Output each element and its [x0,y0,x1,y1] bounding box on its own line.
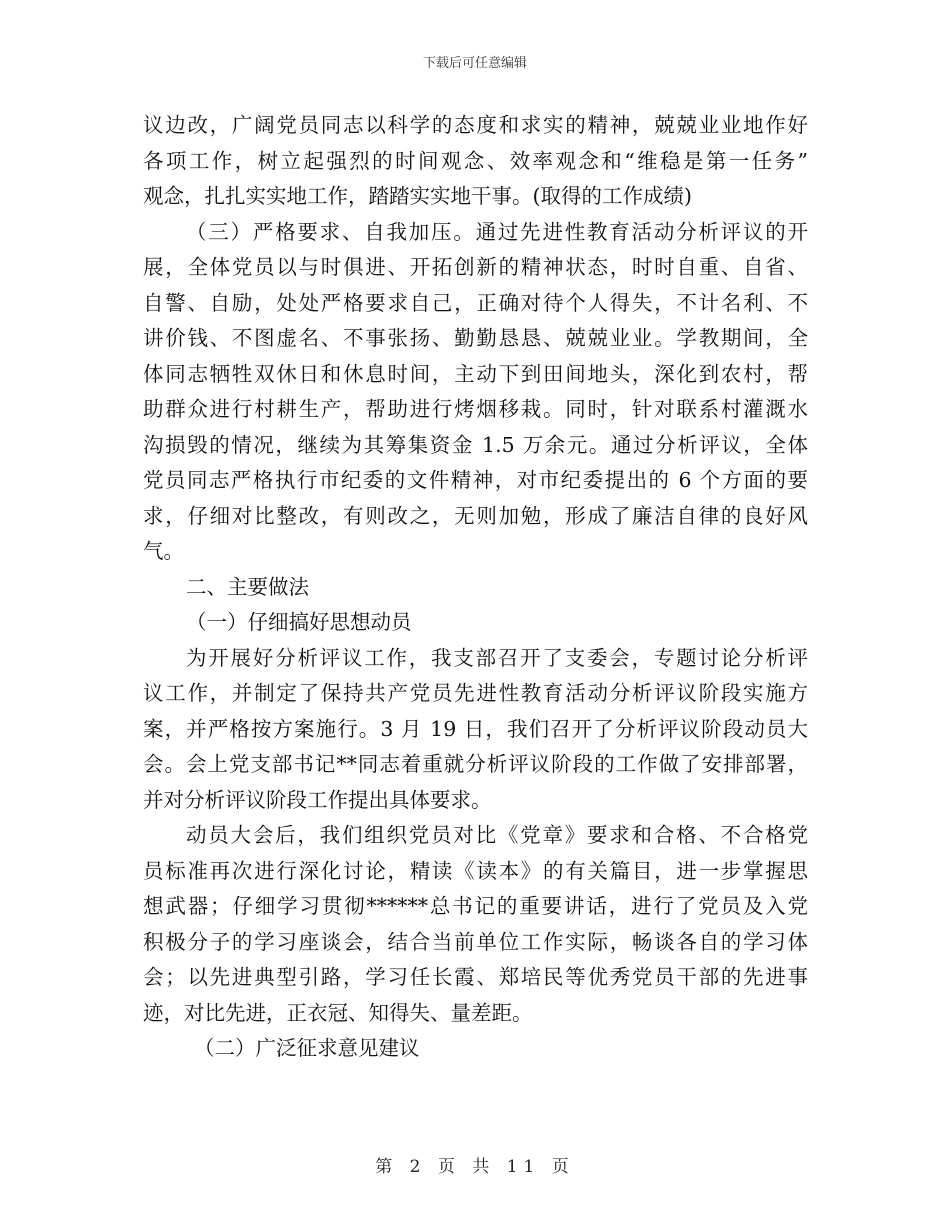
text-line: 动员大会后，我们组织党员对比《党章》要求和合格、不合格党 [186,823,808,847]
text-line: 积极分子的学习座谈会，结合当前单位工作实际，畅谈各自的学习体 [143,929,808,954]
text-line: 案，并严格按方案施行。3 月 19 日，我们召开了分析评议阶段动员大 [143,716,808,741]
text-line: 迹，对比先进，正衣冠、知得失、量差距。 [143,1000,533,1025]
text-line: 讲价钱、不图虚名、不事张扬、勤勤恳恳、兢兢业业。学教期间，全 [143,326,808,350]
text-line: 党员同志严格执行市纪委的文件精神，对市纪委提出的 6 个方面的要 [143,468,808,492]
text-line: 各项工作，树立起强烈的时间观念、效率观念和“维稳是第一任务” [143,148,808,173]
text-line: 体同志牺牲双休日和休息时间，主动下到田间地头，深化到农村，帮 [143,361,808,386]
text-line: （三）严格要求、自我加压。通过先进性教育活动分析评议的开 [186,219,808,244]
text-line: 并对分析评议阶段工作提出具体要求。 [143,787,492,812]
text-line: 气。 [143,539,184,563]
text-line: 员标准再次进行深化讨论，精读《读本》的有关篇目，进一步掌握思 [143,858,808,883]
subsection-heading: （一）仔细搞好思想动员 [186,610,412,634]
page-number: 第 2 页 共 11 页 [375,1157,575,1177]
text-line: 求，仔细对比整改，有则改之，无则加勉，形成了廉洁自律的良好风 [143,503,808,528]
section-heading: 二、主要做法 [186,574,309,599]
text-line: 会；以先进典型引路，学习任长霞、郑培民等优秀党员干部的先进事 [143,965,808,989]
text-line: 沟损毁的情况，继续为其筹集资金 1.5 万余元。通过分析评议，全体 [143,432,808,457]
text-line: 观念，扎扎实实地工作，踏踏实实地干事。(取得的工作成绩) [143,184,692,208]
text-line: 想武器；仔细学习贯彻******总书记的重要讲话，进行了党员及入党 [143,894,808,918]
text-line: 为开展好分析评议工作，我支部召开了支委会，专题讨论分析评 [186,645,808,670]
text-line: 会。会上党支部书记**同志着重就分析评议阶段的工作做了安排部署， [143,752,808,776]
text-line: 议边改，广阔党员同志以科学的态度和求实的精神，兢兢业业地作好 [143,113,808,137]
document-body [143,108,808,1067]
subsection-heading: （二）广泛征求意见建议 [194,1036,420,1060]
text-line: 展，全体党员以与时俱进、开拓创新的精神状态，时时自重、自省、 [143,255,808,279]
text-line: 助群众进行村耕生产，帮助进行烤烟移栽。同时，针对联系村灌溉水 [143,397,808,421]
text-line: 议工作，并制定了保持共产党员先进性教育活动分析评议阶段实施方 [143,681,808,705]
text-line: 自警、自励，处处严格要求自己，正确对待个人得失，不计名利、不 [143,290,808,315]
page-header-note: 下载后可任意编辑 [422,56,527,71]
